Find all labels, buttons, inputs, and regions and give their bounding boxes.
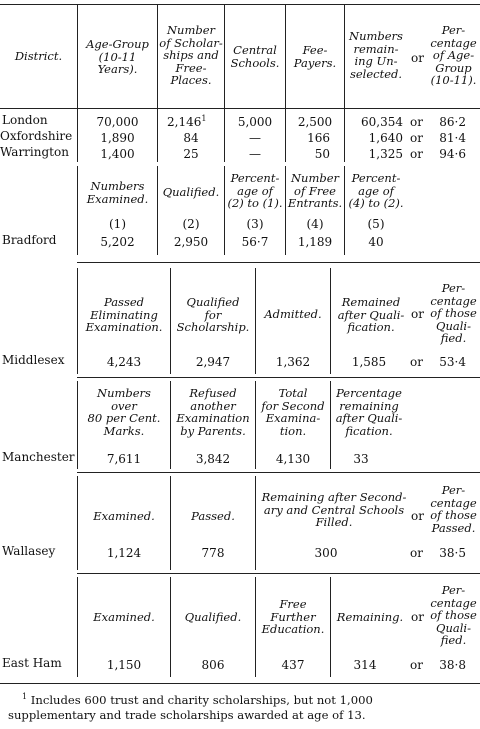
cell-or: or: [410, 546, 423, 560]
header-remaining: Remaining.: [336, 610, 404, 624]
cell-scholarships: 2,146$^1$: [167, 114, 207, 129]
header-free-entrants: Number of Free Entrants.: [287, 171, 343, 211]
cell-total-second-exam: 4,130: [275, 452, 311, 466]
cell-percentage-passed: 38·5: [439, 546, 466, 560]
district-name: East Ham: [2, 656, 62, 670]
cell-percentage-remaining: 33: [353, 452, 369, 466]
column-number-2: (2): [182, 217, 200, 231]
cell-remaining: 314: [353, 658, 377, 672]
cell-central: —: [249, 147, 261, 161]
cell-passed: 778: [201, 546, 225, 560]
header-unselected: Numbers remain- ing Un- selected.: [349, 29, 403, 81]
middlesex-bottom-rule: [77, 377, 480, 378]
header-passed-eliminating: Passed Eliminating Examination.: [85, 295, 163, 335]
cell-or: or: [410, 131, 423, 145]
header-or: or: [411, 307, 424, 321]
cell-or: or: [410, 355, 423, 369]
cell-examined: 1,124: [106, 546, 142, 560]
cell-refused-examination: 3,842: [195, 452, 231, 466]
header-remaining-after-schools: Remaining after Second- ary and Central Schools Filled.: [261, 490, 407, 530]
district-name: Oxfordshire: [0, 129, 73, 143]
cell-percentage-qualified: 38·8: [439, 658, 466, 672]
cell-percentage: 94·6: [439, 147, 466, 161]
header-numbers-examined: Numbers Examined.: [86, 179, 149, 206]
column-number-5: (5): [367, 217, 385, 231]
column-number-3: (3): [246, 217, 264, 231]
header-or: or: [411, 51, 424, 65]
header-percentage-remaining: Percentage remaining after Quali- fication.: [335, 386, 403, 438]
cell-qualified-scholarship: 2,947: [195, 355, 231, 369]
cell-or: or: [410, 115, 423, 129]
header-percentage-qualified: Per- centage of those Quali- fied.: [430, 281, 477, 346]
header-qualified-scholarship: Qualified for Scholarship.: [176, 295, 250, 335]
header-refused-examination: Refused another Examination by Parents.: [176, 386, 250, 438]
district-name: Manchester: [2, 450, 75, 464]
table-top-rule: [0, 4, 480, 5]
cell-over-80-per-cent: 7,611: [106, 452, 142, 466]
header-qualified: Qualified.: [162, 185, 220, 199]
cell-percentage: 86·2: [439, 115, 466, 129]
header-fee-payers: Fee- Payers.: [293, 43, 337, 70]
header-percentage-2-to-1: Percent- age of (2) to (1).: [227, 171, 283, 211]
header-scholarships: Number of Scholar- ships and Free- Places.: [159, 23, 223, 88]
cell-qualified: 806: [201, 658, 225, 672]
column-number-1: (1): [109, 217, 126, 231]
header-over-80-per-cent: Numbers over 80 per Cent. Marks.: [87, 386, 161, 438]
district-name: Middlesex: [2, 353, 65, 367]
cell-qualified: 2,950: [173, 235, 209, 249]
header-admitted: Admitted.: [264, 307, 322, 321]
cell-unselected: 1,640: [368, 131, 403, 145]
column-number-4: (4): [306, 217, 324, 231]
cell-passed-eliminating: 4,243: [106, 355, 142, 369]
header-examined: Examined.: [93, 610, 155, 624]
district-name: Wallasey: [2, 544, 56, 558]
cell-remained: 1,585: [351, 355, 387, 369]
cell-unselected: 60,354: [361, 115, 403, 129]
cell-or: or: [410, 658, 423, 672]
cell-free-further-education: 437: [281, 658, 305, 672]
manchester-bottom-rule: [77, 472, 480, 473]
footnote-line-2: supplementary and trade scholarships awarded at age of 13.: [8, 708, 366, 722]
cell-fee-payers: 166: [307, 131, 330, 145]
cell-numbers-examined: 5,202: [100, 235, 135, 249]
cell-percentage: 81·4: [439, 131, 466, 145]
cell-age-group: 70,000: [96, 115, 139, 129]
wallasey-bottom-rule: [77, 573, 480, 574]
cell-age-group: 1,890: [100, 131, 135, 145]
header-central-schools: Central Schools.: [230, 43, 280, 70]
header-district: District.: [14, 49, 63, 63]
district-name: Bradford: [2, 233, 57, 247]
footnote-line-1: $^1$ Includes 600 trust and charity scholarships, but not 1,000: [22, 692, 373, 707]
district-name: London: [2, 113, 48, 127]
header-qualified: Qualified.: [184, 610, 242, 624]
cell-admitted: 1,362: [275, 355, 311, 369]
cell-fee-payers: 2,500: [297, 115, 333, 129]
header-remained: Remained after Quali- fication.: [337, 295, 405, 335]
header-or: or: [411, 610, 424, 624]
cell-percentage-4-to-2: 40: [368, 235, 384, 249]
header-examined: Examined.: [93, 509, 155, 523]
cell-unselected: 1,325: [368, 147, 403, 161]
cell-examined: 1,150: [106, 658, 142, 672]
district-name: Warrington: [0, 145, 69, 159]
header-free-further-education: Free Further Education.: [261, 597, 325, 637]
header-percentage: Per- centage of Age- Group (10-11).: [430, 23, 477, 88]
block1-header-rule: [0, 108, 480, 109]
cell-percentage-2-to-1: 56·7: [241, 235, 269, 249]
table-bottom-rule: [0, 683, 480, 684]
header-percentage-qualified: Per- centage of those Quali- fied.: [430, 583, 477, 648]
cell-or: or: [410, 147, 423, 161]
cell-central: 5,000: [237, 115, 273, 129]
cell-free-entrants: 1,189: [297, 235, 333, 249]
header-total-second-exam: Total for Second Examina- tion.: [261, 386, 325, 438]
header-or: or: [411, 509, 424, 523]
cell-scholarships: 25: [183, 147, 199, 161]
header-age-group: Age-Group (10-11 Years).: [86, 37, 149, 77]
footnote-mark: 1: [201, 114, 207, 123]
header-passed: Passed.: [191, 509, 235, 523]
cell-percentage-qualified: 53·4: [439, 355, 466, 369]
header-percentage-passed: Per- centage of those Passed.: [430, 483, 477, 535]
footnote-mark: 1: [22, 692, 28, 701]
header-percentage-4-to-2: Percent- age of (4) to (2).: [348, 171, 404, 211]
bradford-bottom-rule: [77, 262, 480, 263]
cell-age-group: 1,400: [100, 147, 135, 161]
cell-scholarships: 84: [183, 131, 199, 145]
cell-remaining-after-schools: 300: [314, 546, 338, 560]
cell-central: —: [249, 131, 261, 145]
cell-fee-payers: 50: [314, 147, 330, 161]
